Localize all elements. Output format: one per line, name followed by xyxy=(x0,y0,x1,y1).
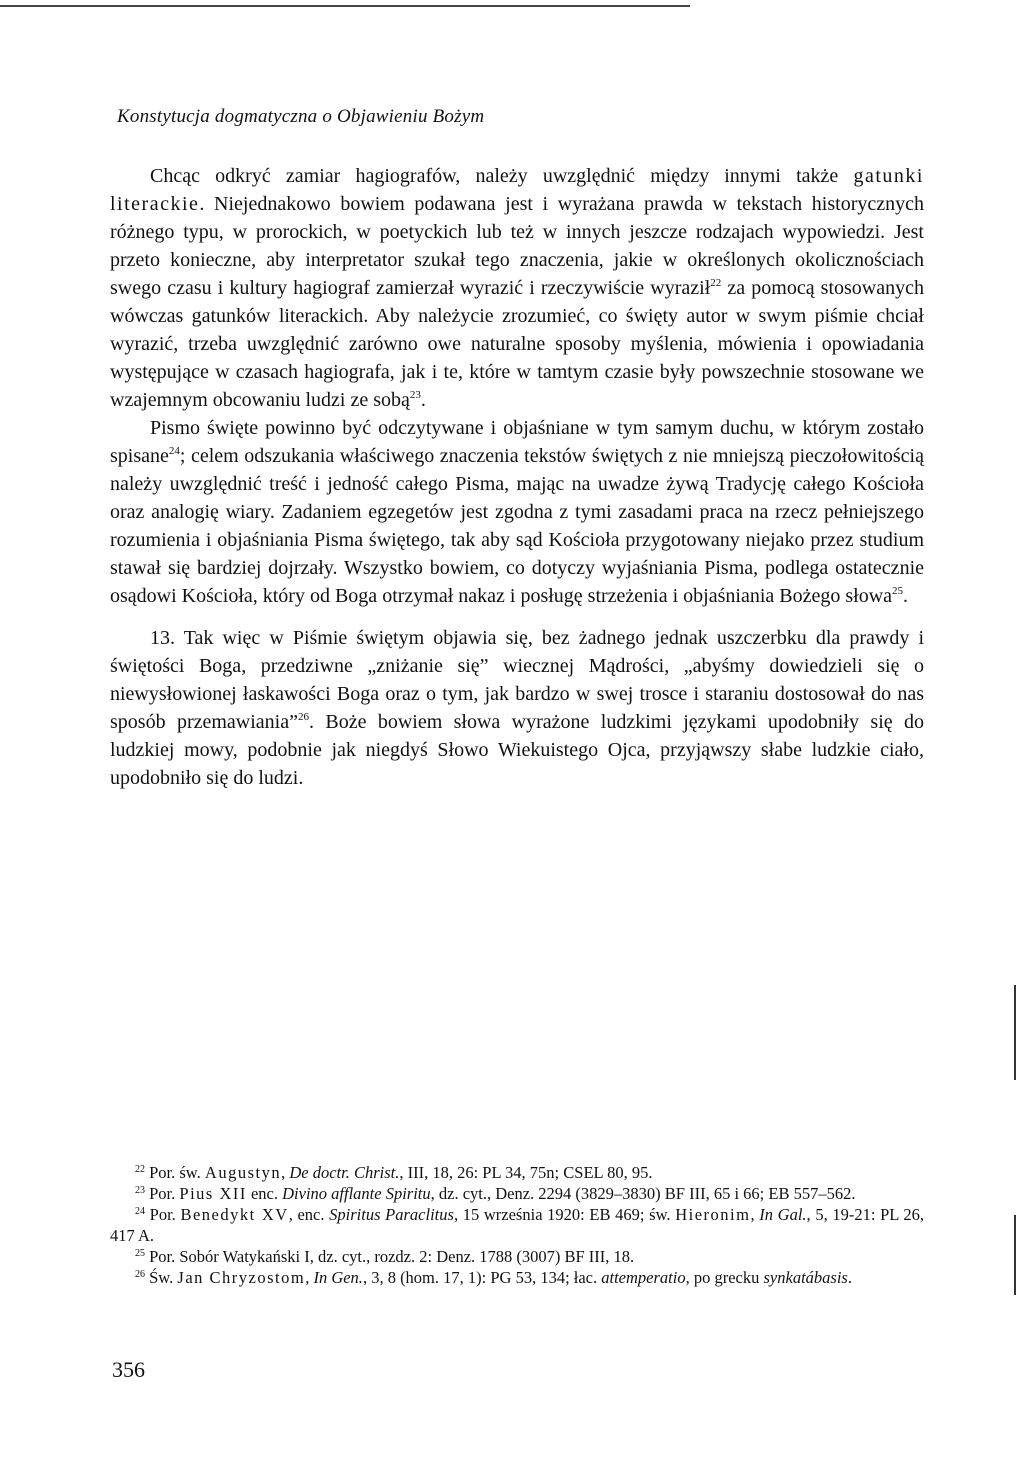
paragraph xyxy=(110,624,924,792)
paragraph xyxy=(110,162,924,414)
greek-term: synkatábasis xyxy=(763,1268,848,1287)
text-run: Por. św. xyxy=(149,1163,205,1182)
running-head: Konstytucja dogmatyczna o Objawieniu Bożym xyxy=(117,106,485,127)
footnote-ref: 25 xyxy=(892,585,904,597)
text-run: , xyxy=(305,1268,314,1287)
footnote-ref: 23 xyxy=(409,389,421,401)
page-number: 356 xyxy=(112,1357,145,1382)
work-title: De doctr. Christ. xyxy=(289,1163,400,1182)
top-rule xyxy=(0,5,690,7)
text-run: Por. xyxy=(149,1184,180,1203)
footnote-number: 25 xyxy=(135,1248,145,1259)
paragraph xyxy=(110,414,924,610)
text-run: Św. xyxy=(149,1268,178,1287)
author-name: Benedykt XV xyxy=(180,1205,289,1224)
main-text xyxy=(110,162,924,792)
margin-rule xyxy=(1014,1215,1016,1295)
text-run: , xyxy=(750,1205,760,1224)
work-title: In Gen. xyxy=(313,1268,363,1287)
text-run: , xyxy=(281,1163,290,1182)
footnote xyxy=(110,1267,924,1288)
footnote-number: 24 xyxy=(135,1206,145,1217)
footnote-ref: 26 xyxy=(297,711,309,723)
text-run: . xyxy=(420,389,426,411)
text-run: enc. xyxy=(246,1184,283,1203)
text-run: , dz. cyt., Denz. 2294 (3829–3830) BF III, 65 i 66; EB 557–562. xyxy=(430,1184,856,1203)
text-run: , enc. xyxy=(288,1205,330,1224)
text-run: . xyxy=(903,585,909,607)
footnote-number: 23 xyxy=(135,1185,145,1196)
work-title: Divino afflante Spiritu xyxy=(282,1184,431,1203)
footnote-number: 22 xyxy=(135,1164,145,1175)
author-name: Jan Chryzostom xyxy=(177,1268,306,1287)
footnote-ref: 24 xyxy=(168,445,180,457)
text-run: , po grecku xyxy=(685,1268,764,1287)
text-run: , III, 18, 26: PL 34, 75n; CSEL 80, 95. xyxy=(399,1163,653,1182)
text-run: . Niejednakowo bowiem podawana jest i wyrażana prawda w tekstach historycznych różnego typu, w prorockich, w poetyckich lub też w innych jeszcze rodzajach wypowiedzi. Jest przeto konieczne, aby interpretator szukał tego znaczenia, jakie w określonych okolicznościach swego czasu i kultury hagiograf zamierzał wyrazić i rzeczywiście wyraził xyxy=(110,193,924,299)
footnote xyxy=(110,1183,924,1204)
author-name: Augustyn xyxy=(204,1163,282,1182)
text-run: , 15 września 1920: EB 469; św. xyxy=(453,1205,676,1224)
text-run: za pomocą stosowanych wówczas gatunków literackich. Aby należycie zrozumieć, co święty autor w swym piśmie chciał wyrazić, trzeba uwzględnić zarówno owe naturalne sposoby myślenia, mówienia i opowiadania występujące w czasach hagiografa, jak i te, które w tamtym czasie były powszechnie stosowane we wzajemnym obcowaniu ludzi ze sobą xyxy=(110,277,924,411)
text-run: Pismo święte powinno być odczytywane i objaśniane w tym samym duchu, w którym zostało spisane xyxy=(110,417,924,467)
footnote xyxy=(110,1204,924,1246)
footnotes xyxy=(110,1162,924,1288)
text-run: Chcąc odkryć zamiar hagiografów, należy uwzględnić między innymi także xyxy=(150,165,854,187)
text-run: ; celem odszukania właściwego znaczenia tekstów świętych z nie mniejszą pieczołowitością należy uwzględnić treść i jedność całego Pisma, mając na uwadze żywą Tradycję całego Kościoła oraz analogię wiary. Zadaniem egzegetów jest zgodna z tymi zasadami praca na rzecz pełniejszego rozumienia i objaśniania Pisma świętego, tak aby sąd Kościoła przygotowany niejako przez studium stawał się bardziej dojrzały. Wszystko bowiem, co dotyczy wyjaśniania Pisma, podlega ostatecznie osądowi Kościoła, który od Boga otrzymał nakaz i posługę strzeżenia i objaśniania Bożego słowa xyxy=(110,445,924,607)
text-run: . xyxy=(847,1268,852,1287)
text-run: Por. Sobór Watykański I, dz. cyt., rozdz. 2: Denz. 1788 (3007) BF III, 18. xyxy=(149,1247,635,1266)
footnote xyxy=(110,1246,924,1267)
footnote xyxy=(110,1162,924,1183)
text-run: , 5, 19-21: PL 26, 417 A. xyxy=(110,1205,925,1245)
text-run: . Boże bowiem słowa wyrażone ludzkimi językami upodobniły się do ludzkiej mowy, podobnie jak niegdyś Słowo Wiekuistego Ojca, przyjąwszy słabe ludzkie ciało, upodobniło się do ludzi. xyxy=(110,711,925,789)
work-title: In Gal. xyxy=(759,1205,807,1224)
footnote-number: 26 xyxy=(135,1269,145,1280)
text-run: Por. xyxy=(149,1205,181,1224)
latin-term: attemperatio xyxy=(601,1268,686,1287)
spaced-emphasis: gatunki literackie xyxy=(110,165,924,215)
margin-rule xyxy=(1014,985,1016,1080)
text-run: , 3, 8 (hom. 17, 1): PG 53, 134; łac. xyxy=(362,1268,602,1287)
author-name: Pius XII xyxy=(179,1184,247,1203)
author-name: Hieronim xyxy=(675,1205,751,1224)
text-run: 13. Tak więc w Piśmie świętym objawia się, bez żadnego jednak uszczerbku dla prawdy i świętości Boga, przedziwne „zniżanie się” wiecznej Mądrości, „abyśmy dowiedzieli się o niewysłowionej łaskawości Boga oraz o tym, jak bardzo w swej trosce i staraniu dostosował do nas sposób przemawiania” xyxy=(110,627,924,733)
work-title: Spiritus Paraclitus xyxy=(329,1205,454,1224)
footnote-ref: 22 xyxy=(710,277,722,289)
